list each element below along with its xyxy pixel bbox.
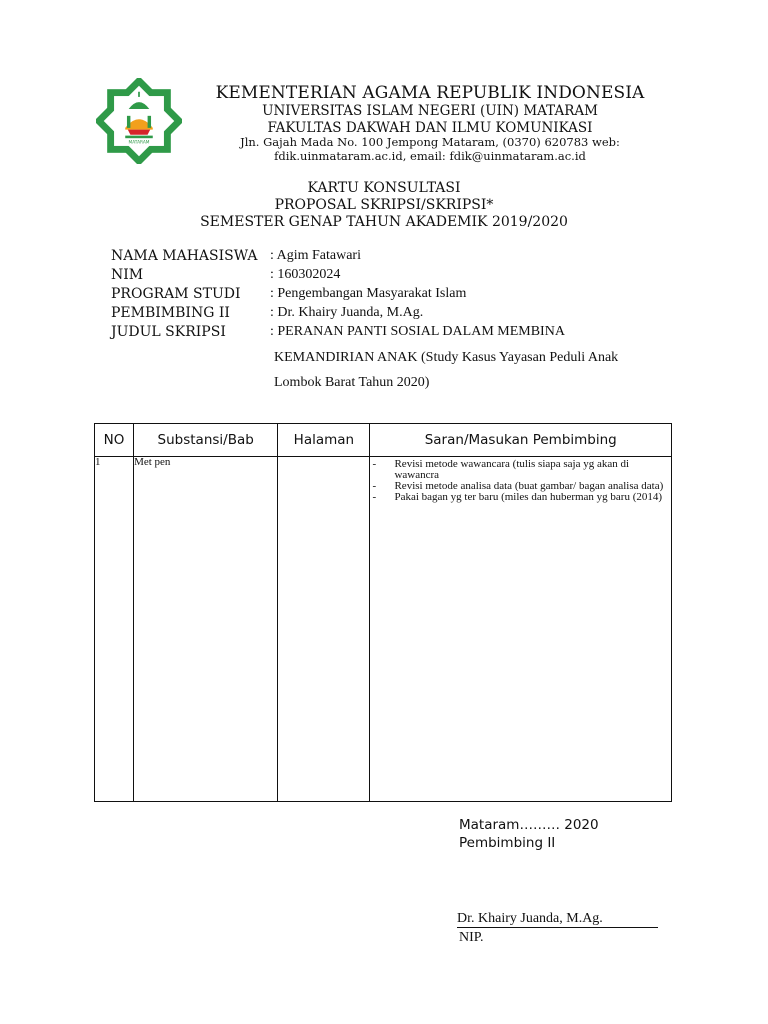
program-value: : Pengembangan Masyarakat Islam bbox=[270, 286, 467, 301]
university-name: UNIVERSITAS ISLAM NEGERI (UIN) MATARAM bbox=[262, 103, 598, 119]
col-header-no: NO bbox=[95, 424, 134, 457]
name-value: : Agim Fatawari bbox=[270, 248, 361, 263]
thesis-value-line2: KEMANDIRIAN ANAK (Study Kasus Yayasan Peduli Anak bbox=[274, 350, 619, 365]
row-substance bbox=[134, 457, 278, 802]
table-row bbox=[95, 457, 672, 802]
signer-nip: NIP. bbox=[459, 930, 484, 945]
col-header-substance: Substansi/Bab bbox=[134, 424, 278, 457]
uin-mataram-logo bbox=[96, 78, 182, 164]
suggestion-item: - Pakai bagan yg ter baru (miles dan huberman yg baru (2014) bbox=[370, 492, 671, 503]
thesis-value-line3: Lombok Barat Tahun 2020) bbox=[274, 375, 430, 390]
nim-label: NIM bbox=[111, 267, 144, 283]
suggestion-list bbox=[370, 459, 671, 503]
row-page bbox=[278, 457, 370, 802]
row-no: 1 bbox=[95, 457, 134, 802]
program-label: PROGRAM STUDI bbox=[111, 286, 241, 302]
consultation-table bbox=[94, 423, 672, 802]
contact-line: fdik.uinmataram.ac.id, email: fdik@uinmataram.ac.id bbox=[274, 149, 586, 163]
suggestion-item: - Revisi metode analisa data (buat gambar/ bagan analisa data) bbox=[370, 481, 671, 492]
table-header-row bbox=[95, 424, 672, 457]
col-header-suggestions: Saran/Masukan Pembimbing bbox=[370, 424, 672, 457]
col-header-page: Halaman bbox=[278, 424, 370, 457]
card-subtitle: PROPOSAL SKRIPSI/SKRIPSI* bbox=[274, 197, 494, 213]
semester-title: SEMESTER GENAP TAHUN AKADEMIK 2019/2020 bbox=[200, 214, 568, 230]
advisor-value: : Dr. Khairy Juanda, M.Ag. bbox=[270, 305, 424, 320]
substance-text: Met pen bbox=[134, 456, 171, 468]
thesis-label: JUDUL SKRIPSI bbox=[111, 324, 226, 340]
row-suggestions bbox=[370, 457, 672, 802]
faculty-name: FAKULTAS DAKWAH DAN ILMU KOMUNIKASI bbox=[267, 120, 593, 136]
ministry-title: KEMENTERIAN AGAMA REPUBLIK INDONESIA bbox=[215, 83, 645, 103]
thesis-value: : PERANAN PANTI SOSIAL DALAM MEMBINA bbox=[270, 324, 565, 339]
address-line: Jln. Gajah Mada No. 100 Jempong Mataram, (0370) 620783 web: bbox=[240, 135, 620, 149]
suggestion-item: - Revisi metode wawancara (tulis siapa saja yg akan di wawancra bbox=[370, 459, 671, 481]
logo-text: MATARAM bbox=[128, 140, 150, 146]
signer-role: Pembimbing II bbox=[459, 835, 556, 851]
signer-name: Dr. Khairy Juanda, M.Ag. bbox=[457, 911, 658, 928]
card-title: KARTU KONSULTASI bbox=[307, 180, 461, 196]
place-date: Mataram……… 2020 bbox=[459, 817, 599, 833]
advisor-label: PEMBIMBING II bbox=[111, 305, 230, 321]
name-label: NAMA MAHASISWA bbox=[111, 248, 258, 264]
nim-value: : 160302024 bbox=[270, 267, 341, 282]
